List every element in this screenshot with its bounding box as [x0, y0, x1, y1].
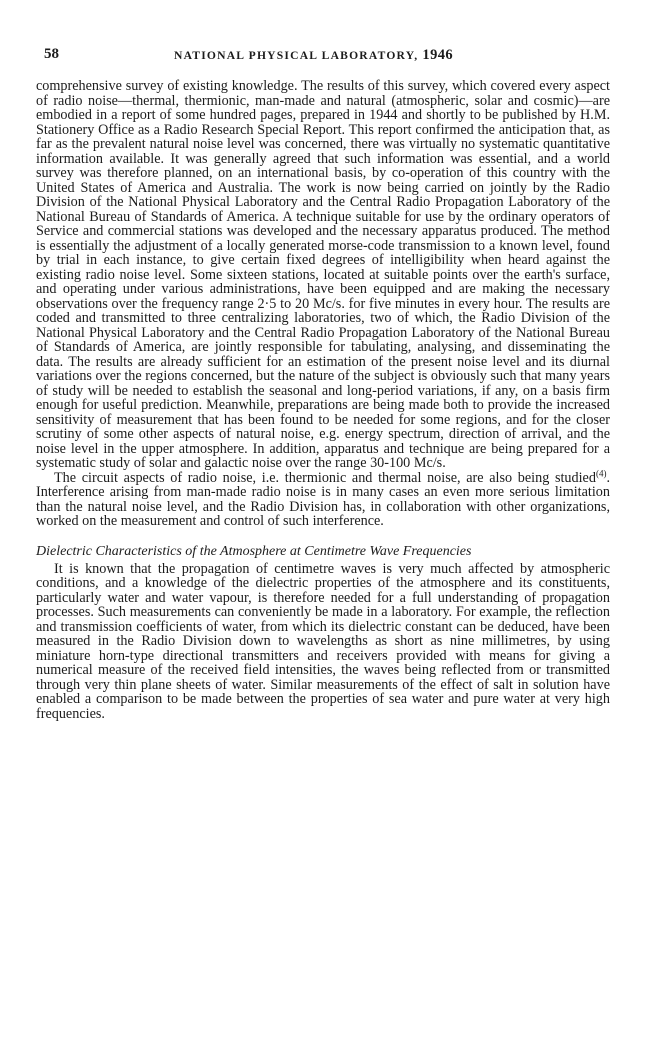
paragraph-circuit-aspects [36, 467, 610, 529]
reference-marker: (4) [595, 467, 607, 478]
paragraph-circuit-aspects-start: The circuit aspects of radio noise, i.e. thermionic and thermal noise, are also being studied [54, 469, 596, 486]
body-text [36, 79, 610, 721]
page-number: 58 [44, 46, 59, 62]
section-heading-dielectric: Dielectric Characteristics of the Atmosphere at Centimetre Wave Frequencies [36, 543, 472, 559]
running-head-year: 1946 [422, 47, 454, 63]
running-head [174, 47, 453, 64]
paragraph-dielectric: It is known that the propagation of centimetre waves is very much affected by atmospheric conditions, and a knowledge of the dielectric properties of the atmosphere and its constituents, particularly water and water vapour, is therefore needed for a full understanding of propagation processes. Such measurements can conveniently be made in a laboratory. For example, the reflection and transmission coefficients of water, from which its dielectric constant can be deduced, have been measured in the Radio Division down to wavelengths as short as nine millimetres, by using miniature horn-type directional transmitters and receivers provided with means for giving a numerical measure of the received field intensities, the waves being reflected from or transmitted through very thin plane sheets of water. Similar measurements of the effect of salt in solution have enabled a comparison to be made between the properties of sea water and pure water at very high frequencies. [36, 560, 610, 722]
paragraph-radio-noise-survey: comprehensive survey of existing knowledge. The results of this survey, which covered every aspect of radio noise—thermal, thermionic, man-made and natural (atmospheric, solar and cosmic)—are embodied in a report of some hundred pages, prepared in 1944 and shortly to be published by H.M. Stationery Office as a Radio Research Special Report. This report confirmed the anticipation that, as far as the prevalent natural noise level was concerned, there was virtually no systematic quantitative information available. It was generally agreed that such information was essential, and a world survey was therefore planned, on an international basis, by co-operation of this country with the United States of America and Australia. The work is now being carried on jointly by the Radio Division of the National Physical Laboratory and the Central Radio Propagation Laboratory of the National Bureau of Standards of America. A technique suitable for use by the ordinary operators of Service and commercial stations was developed and the necessary apparatus produced. The method is essentially the adjustment of a locally generated morse-code transmission to a known level, found by trial in each instance, to give certain fixed degrees of intelligibility when heard against the existing radio noise level. Some sixteen stations, located at suitable points over the earth's surface, and operating under various administrations, have been equipped and are making the necessary observations over the frequency range 2·5 to 20 Mc/s. for five minutes in every hour. The results are coded and transmitted to three centralizing laboratories, two of which, the Radio Division of the National Physical Laboratory and the Central Radio Propagation Laboratory of the National Bureau of Standards of America, are jointly responsible for tabulating, analysing, and disseminating the data. The results are already sufficient for an estimation of the present noise level and its diurnal variations over the regions concerned, but the nature of the subject is obviously such that many years of study will be needed to establish the seasonal and long-period variations, if any, on a basis firm enough for useful prediction. Meanwhile, preparations are being made both to provide the increased sensitivity of measurement that has been found to be needed for some regions, and for the closer scrutiny of some other aspects of natural noise, e.g. energy spectrum, direction of arrival, and the noise level in the upper atmosphere. In addition, apparatus and technique are being prepared for a systematic study of solar and galactic noise over the range 30-100 Mc/s. [36, 78, 610, 471]
page-header [44, 46, 610, 68]
running-head-title: NATIONAL PHYSICAL LABORATORY, [174, 49, 419, 62]
paragraph-circuit-aspects-end: . Interference arising from man-made radio noise is in many cases an even more serious limitation than the natural noise level, and the Radio Division has, in collaboration with other organizations, worked on the measurement and control of such interference. [36, 469, 610, 529]
